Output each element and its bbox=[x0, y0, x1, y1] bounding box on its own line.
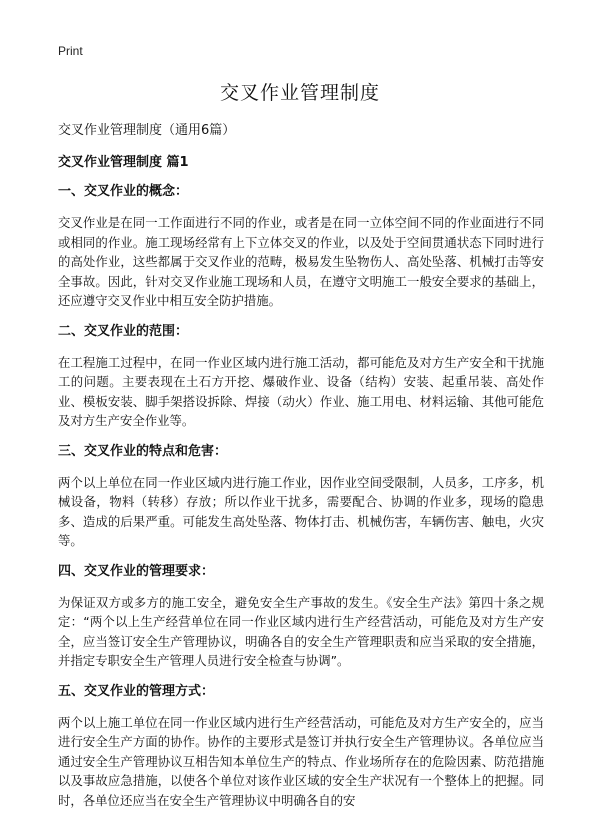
section-heading-3: 三、交叉作业的特点和危害： bbox=[58, 443, 228, 459]
article-heading: 交叉作业管理制度 篇1 bbox=[58, 155, 189, 170]
section-heading-4: 四、交叉作业的管理要求： bbox=[58, 563, 215, 579]
document-body bbox=[58, 122, 544, 822]
document-subtitle: 交叉作业管理制度（通用6篇） bbox=[58, 123, 236, 138]
section-heading-2: 二、交叉作业的范围： bbox=[58, 323, 189, 339]
section-paragraph-4: 为保证双方或多方的施工安全，避免安全生产事故的发生。《安全生产法》第四十条之规定：“两个以上生产经营单位在同一作业区域内进行生产经营活动，可能危及对方生产安全，应当签订安全生产管理协议，明确各自的安全生产管理职责和应当采取的安全措施，并指定专职安全生产管理人员进行安全检查与协调”。 bbox=[58, 594, 544, 668]
section-paragraph-1: 交叉作业是在同一工作面进行不同的作业，或者是在同一立体空间不同的作业面进行不同或相同的作业。施工现场经常有上下立体交叉的作业，以及处于空间贯通状态下同时进行的高处作业，这些都属于交叉作业的范畴，极易发生坠物伤人、高处坠落、机械打击等安全事故。因此，针对交叉作业施工现场和人员，在遵守文明施工一般安全要求的基础上，还应遵守交叉作业中相互安全防护措施。 bbox=[58, 215, 544, 308]
section-paragraph-2: 在工程施工过程中，在同一作业区域内进行施工活动，都可能危及对方生产安全和干扰施工的问题。主要表现在土石方开挖、爆破作业、设备（结构）安装、起重吊装、高处作业、模板安装、脚手架搭设拆除、焊接（动火）作业、施工用电、材料运输、其他可能危及对方生产安全作业等。 bbox=[58, 354, 544, 428]
section-heading-5: 五、交叉作业的管理方式： bbox=[58, 683, 215, 699]
document-title: 交叉作业管理制度 bbox=[219, 82, 380, 104]
section-heading-1: 一、交叉作业的概念： bbox=[58, 184, 189, 199]
section-paragraph-3: 两个以上单位在同一作业区域内进行施工作业，因作业空间受限制，人员多，工序多，机械设备，物料（转移）存放；所以作业干扰多，需要配合、协调的作业多，现场的隐患多、造成的后果严重。可能发生高处坠落、物体打击、机械伤害，车辆伤害、触电，火灾等。 bbox=[58, 474, 544, 548]
print-label: Print bbox=[58, 44, 83, 58]
section-paragraph-5: 两个以上施工单位在同一作业区域内进行生产经营活动，可能危及对方生产安全的，应当进行安全生产方面的协作。协作的主要形式是签订并执行安全生产管理协议。各单位应当通过安全生产管理协议互相告知本单位生产的特点、作业场所存在的危险因素、防范措施以及事故应急措施，以使各个单位对该作业区域的安全生产状况有一个整体上的把握。同时，各单位还应当在安全生产管理协议中明确各自的安 bbox=[58, 714, 544, 808]
